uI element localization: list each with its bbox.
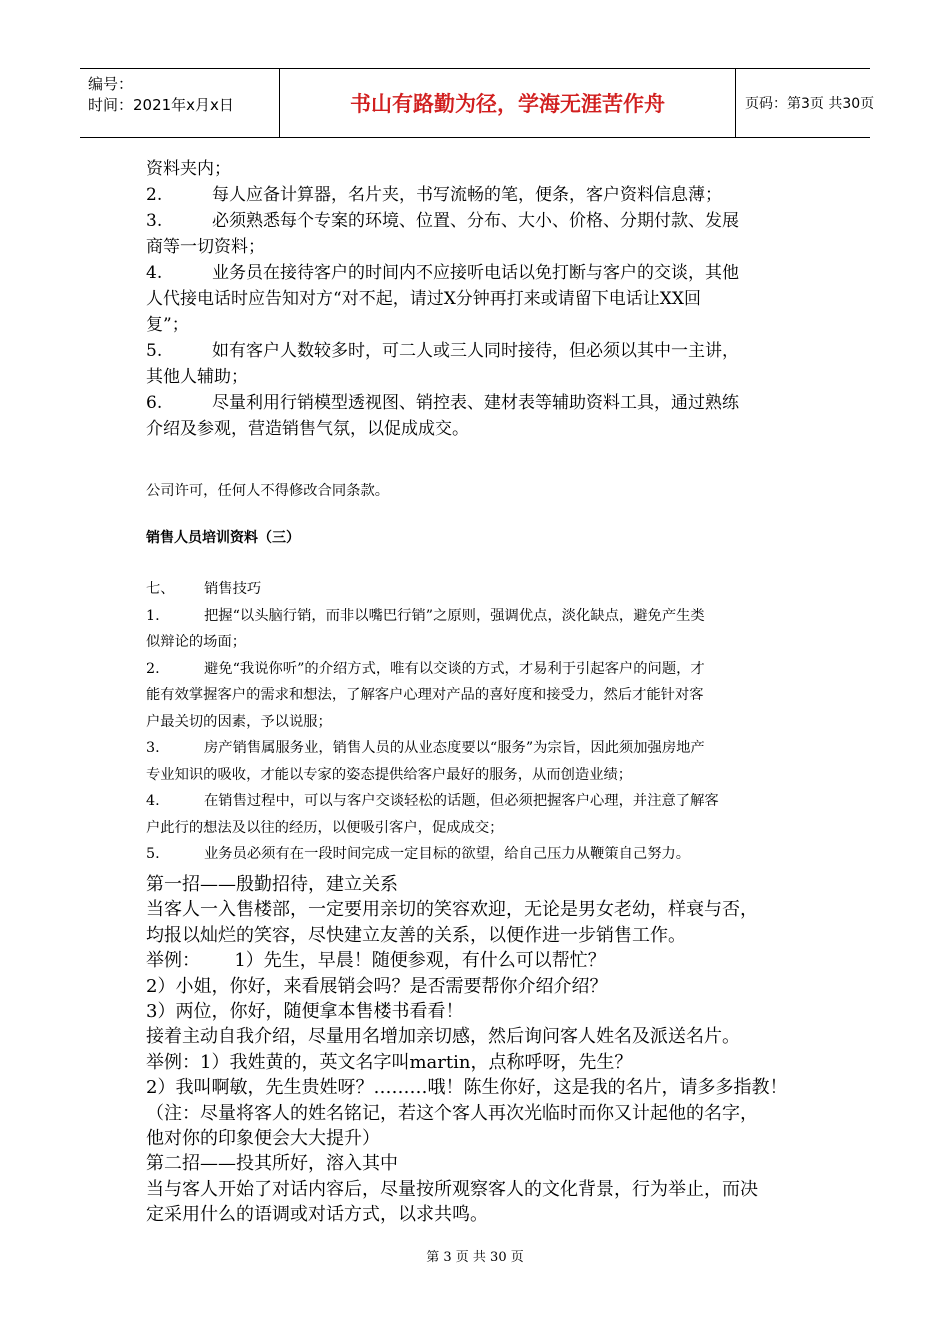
list-item [146, 788, 826, 815]
header-page-code: 页码：第3页 共30页 [745, 96, 875, 112]
text-line: 其他人辅助； [146, 367, 248, 387]
item-number: 4. [146, 793, 160, 809]
text-line: 专业知识的吸收，才能以专家的姿态提供给客户最好的服务，从而创造业绩； [146, 766, 633, 783]
header-motto: 书山有路勤为径，学海无涯苦作舟 [280, 69, 736, 137]
list-item [146, 841, 826, 868]
list-item [146, 338, 826, 364]
header-info-cell [80, 69, 280, 137]
item-number: 3. [146, 740, 160, 756]
list-item [146, 656, 826, 683]
list-item [146, 208, 826, 234]
item-number: 3. [146, 211, 163, 231]
item-number: 2. [146, 185, 163, 205]
list-item [146, 735, 826, 762]
text-line: （注：尽量将客人的姓名铭记，若这个客人再次光临时而你又计起他的名字， [146, 1102, 758, 1124]
text-line: 第一招——殷勤招待，建立关系 [146, 874, 398, 895]
item-text: 必须熟悉每个专案的环境、位置、分布、大小、价格、分期付款、发展 [212, 211, 739, 231]
text-line: 他对你的印象便会大大提升） [146, 1128, 380, 1150]
text-line: 2）小姐，你好，来看展销会吗？是否需要帮你介绍介绍？ [146, 975, 608, 997]
text-line: 商等一切资料； [146, 237, 265, 257]
text-line: 户此行的想法及以往的经历，以便吸引客户，促成成交； [146, 819, 504, 836]
list-item [146, 390, 826, 416]
text-line: 似辩论的场面； [146, 634, 247, 650]
text-line: 资料夹内； [146, 159, 231, 179]
page-header [80, 68, 875, 138]
text-line: 第二招——投其所好，溶入其中 [146, 1153, 398, 1175]
text-line: 复”； [146, 315, 189, 335]
list-item [146, 260, 826, 286]
text-line: 户最关切的因素，予以说服； [146, 713, 332, 730]
heading-text: 销售技巧 [204, 581, 262, 597]
text-line: 2）我叫啊敏，先生贵姓呀？………哦！陈生你好，这是我的名片，请多多指教！ [146, 1077, 788, 1099]
list-item [146, 182, 826, 208]
item-text: 每人应备计算器，名片夹，书写流畅的笔，便条，客户资料信息薄； [212, 185, 722, 205]
text-line: 举例：1）我姓黄的，英文名字叫martin，点称呼呀，先生？ [146, 1051, 633, 1073]
heading-number: 七、 [146, 581, 175, 597]
time-label: 时间：2021年x月x日 [88, 96, 234, 114]
item-number: 5. [146, 341, 163, 361]
item-text: 业务员在接待客户的时间内不应接听电话以免打断与客户的交谈，其他 [212, 263, 739, 283]
item-number: 6. [146, 393, 163, 413]
number-label: 编号： [88, 75, 134, 93]
item-number: 5. [146, 846, 160, 862]
section-sales-skills [146, 576, 826, 868]
item-number: 1. [146, 607, 160, 624]
text-line: 均报以灿烂的笑容，尽快建立友善的关系，以便作进一步销售工作。 [146, 924, 686, 946]
item-text: 房产销售属服务业，销售人员的从业态度要以“服务”为宗旨，因此须加强房地产 [204, 740, 705, 756]
item-text: 避免“我说你听”的介绍方式，唯有以交谈的方式，才易利于引起客户的问题，才 [204, 660, 705, 677]
item-text: 尽量利用行销模型透视图、销控表、建材表等辅助资料工具，通过熟练 [212, 393, 739, 413]
item-number: 4. [146, 263, 163, 283]
text-line: 介绍及参观，营造销售气氛，以促成成交。 [146, 419, 469, 439]
list-item [146, 603, 826, 630]
text-line: 3）两位，你好，随便拿本售楼书看看！ [146, 1001, 464, 1023]
text-line: 接着主动自我介绍，尽量用名增加亲切感，然后询问客人姓名及派送名片。 [146, 1026, 740, 1048]
item-text: 在销售过程中，可以与客户交谈轻松的话题，但必须把握客户心理，并注意了解客 [204, 793, 719, 809]
item-text: 把握“以头脑行销，而非以嘴巴行销”之原则，强调优点，淡化缺点，避免产生类 [204, 607, 705, 624]
item-number: 2. [146, 660, 160, 677]
section-title: 销售人员培训资料（三） [146, 530, 300, 546]
text-line: 当与客人开始了对话内容后，尽量按所观察客人的文化背景，行为举止，而决 [146, 1178, 758, 1200]
item-text: 如有客户人数较多时，可二人或三人同时接待，但必须以其中一主讲， [212, 341, 739, 361]
text-line: 人代接电话时应告知对方“对不起，请过X分钟再打来或请留下电话让XX回 [146, 289, 701, 309]
section-techniques [146, 872, 826, 1228]
item-text: 业务员必须有在一段时间完成一定目标的欲望，给自己压力从鞭策自己努力。 [204, 846, 691, 862]
section-heading [146, 576, 826, 603]
company-note: 公司许可，任何人不得修改合同条款。 [146, 483, 390, 499]
text-line: 举例： 1）先生，早晨！随便参观，有什么可以帮忙？ [146, 950, 606, 972]
section-equipment [146, 156, 826, 442]
text-line: 能有效掌握客户的需求和想法，了解客户心理对产品的喜好度和接受力，然后才能针对客 [146, 687, 704, 703]
text-line: 当客人一入售楼部，一定要用亲切的笑容欢迎，无论是男女老幼，样衰与否， [146, 899, 758, 921]
text-line: 定采用什么的语调或对话方式，以求共鸣。 [146, 1204, 488, 1226]
page-footer: 第 3 页 共 30 页 [426, 1250, 524, 1265]
